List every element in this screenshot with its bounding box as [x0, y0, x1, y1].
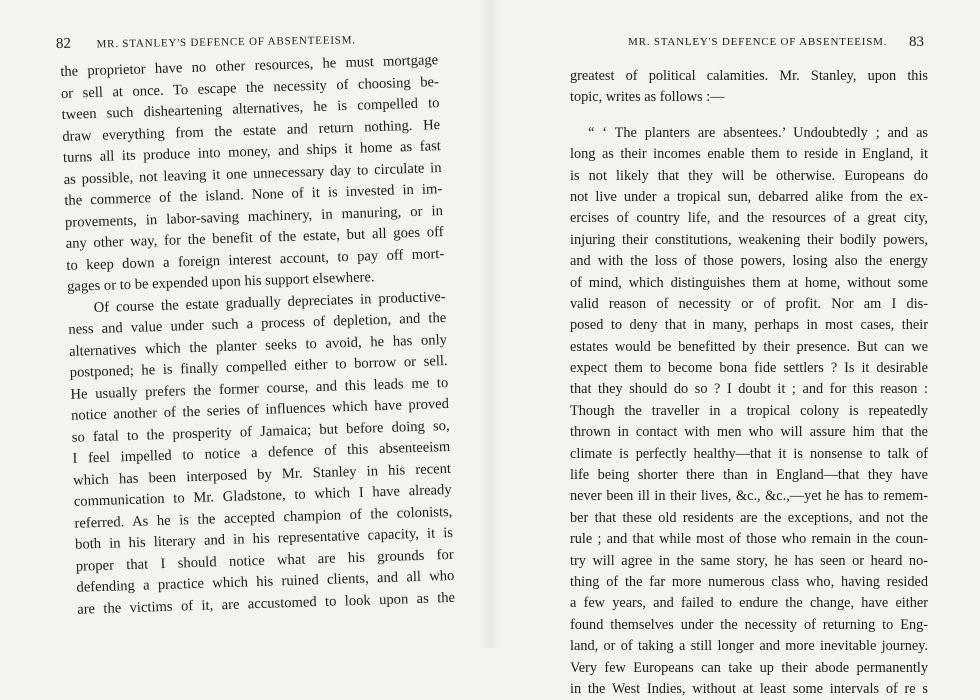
- text-line: ness and value under such a process of depletion, and the: [68, 309, 447, 338]
- text-line: tween such disheartening alternatives, he is compelled to: [61, 95, 440, 123]
- text-line: draw everything from the estate and return nothing. He: [62, 116, 441, 145]
- quote-line: injuring their constitutions, weakening their bodily powers,: [570, 231, 928, 248]
- quote-line: posed to deny that in many, perhaps in most cases, their: [570, 317, 928, 334]
- quote-line: of mind, which distinguishes them at home, without some: [570, 274, 928, 291]
- left-page-header: [56, 30, 436, 54]
- quote-line: not live under a tropical sun, debarred alike from the ex-: [570, 188, 928, 205]
- right-page: [490, 0, 980, 697]
- quote-line: found themselves under the necessity of returning to Eng-: [570, 616, 928, 633]
- paragraph-spacer: [570, 109, 928, 123]
- text-line: communication to Mr. Gladstone, to which I have already: [73, 481, 452, 510]
- text-line: postponed; he is finally compelled either to borrow or sell.: [69, 352, 448, 381]
- text-line: the commerce of the island. None of it is invested in im-: [64, 181, 443, 209]
- text-line: as possible, not leaving it one unnecessary day to circulate in: [63, 159, 442, 188]
- quote-line: and with the loss of those powers, losing also the energy: [570, 253, 928, 270]
- quote-line: land, or of taking a still longer and more inevitable journey.: [570, 638, 928, 655]
- page-number: 82: [55, 35, 72, 52]
- quote-line: thrown in contact with men who will assure him that the: [570, 424, 928, 441]
- text-line: provements, in labor-saving machinery, in manuring, or in: [64, 202, 444, 231]
- text-line: gages or to be expended upon his support elsewhere.: [66, 269, 375, 295]
- quote-line: is not likely that they will be otherwise. Europeans do: [570, 167, 928, 184]
- text-line: I feel impelled to notice a defence of this absenteeism: [72, 438, 451, 467]
- quote-line: Though the traveller in a tropical colony is repeatedly: [570, 402, 928, 419]
- running-title: MR. STANLEY'S DEFENCE OF ABSENTEEISM.: [628, 36, 888, 48]
- quote-line: estates would be benefitted by their presence. But can we: [570, 338, 928, 355]
- text-line: notice another of the series of influences which have proved: [70, 395, 450, 424]
- quote-line: rule ; and that while most of those who remain in the coun-: [570, 531, 928, 548]
- quote-line: expect them to become bona fide settlers ? Is it desirable: [570, 360, 928, 377]
- quote-line: life being shorter there than in England—that they have: [570, 467, 928, 484]
- text-line: topic, writes as follows :—: [570, 89, 725, 106]
- text-line: so fatal to the prosperity of Jamaica; but before doing so,: [71, 417, 450, 446]
- text-line: defending a practice which his ruined clients, and all who: [76, 567, 455, 596]
- text-line: both in his literary and in his representative capacity, it is: [74, 524, 454, 553]
- text-line: are the victims of it, are accustomed to look upon as the: [76, 589, 456, 618]
- text-line: turns all its produce into money, and ships it home as fast: [62, 138, 442, 166]
- text-line: or sell at once. To escape the necessity of choosing be-: [60, 73, 440, 102]
- page-number: 83: [909, 34, 924, 50]
- quote-line: valid reason of necessity or of profit. Nor am I dis-: [570, 295, 928, 312]
- right-page-text: [570, 66, 928, 700]
- text-line: to keep down a foreign interest account, to pay off mort-: [66, 245, 445, 274]
- quote-line: in the West Indies, without at least some intervals of re s: [570, 680, 928, 697]
- quote-line: long as their incomes enable them to reside in England, it: [570, 146, 928, 163]
- quote-line: climate is perfectly healthy—that it is nonsense to talk of: [570, 445, 928, 462]
- quote-line: a few years, and failed to endure the change, have either: [570, 595, 928, 612]
- text-line: which has been interposed by Mr. Stanley in his recent: [72, 460, 452, 489]
- quote-line: try will agree in the same story, he has seen or heard no-: [570, 552, 928, 569]
- quote-line: that they should do so ? I doubt it ; and for this reason :: [570, 381, 928, 398]
- running-title: MR. STANLEY'S DEFENCE OF ABSENTEEISM.: [96, 34, 356, 51]
- quote-line: “ ‘ The planters are absentees.’ Undoubtedly ; and as: [588, 124, 928, 141]
- text-line: the proprietor have no other resources, he must mortgage: [60, 52, 439, 80]
- text-line: alternatives which the planter seeks to avoid, he has only: [68, 331, 448, 360]
- left-page-text: [60, 50, 455, 621]
- quote-line: Very few Europeans can take up their abode permanently: [570, 659, 928, 676]
- quote-line: ber that these old residents are the exceptions, and not the: [570, 509, 928, 526]
- text-line: referred. As he is the accepted champion of the colonists,: [74, 503, 453, 532]
- quote-line: ercises of country life, and the resources of a great city,: [570, 210, 928, 227]
- text-line: proper that I should notice what are his grounds for: [75, 546, 454, 575]
- quote-line: thing of the far more numerous class who, having resided: [570, 573, 928, 590]
- right-page-header: [628, 34, 924, 54]
- quote-line: never been ill in their lives, &c., &c.,—yet he has to remem-: [570, 488, 928, 505]
- text-line: any other way, for the benefit of the estate, but all goes off: [65, 224, 444, 252]
- left-page: [0, 0, 490, 648]
- text-line: greatest of political calamities. Mr. Stanley, upon this: [570, 68, 928, 84]
- text-line: He usually prefers the former course, and this leads me to: [70, 374, 449, 403]
- text-line: Of course the estate gradually depreciates in productive-: [93, 288, 446, 316]
